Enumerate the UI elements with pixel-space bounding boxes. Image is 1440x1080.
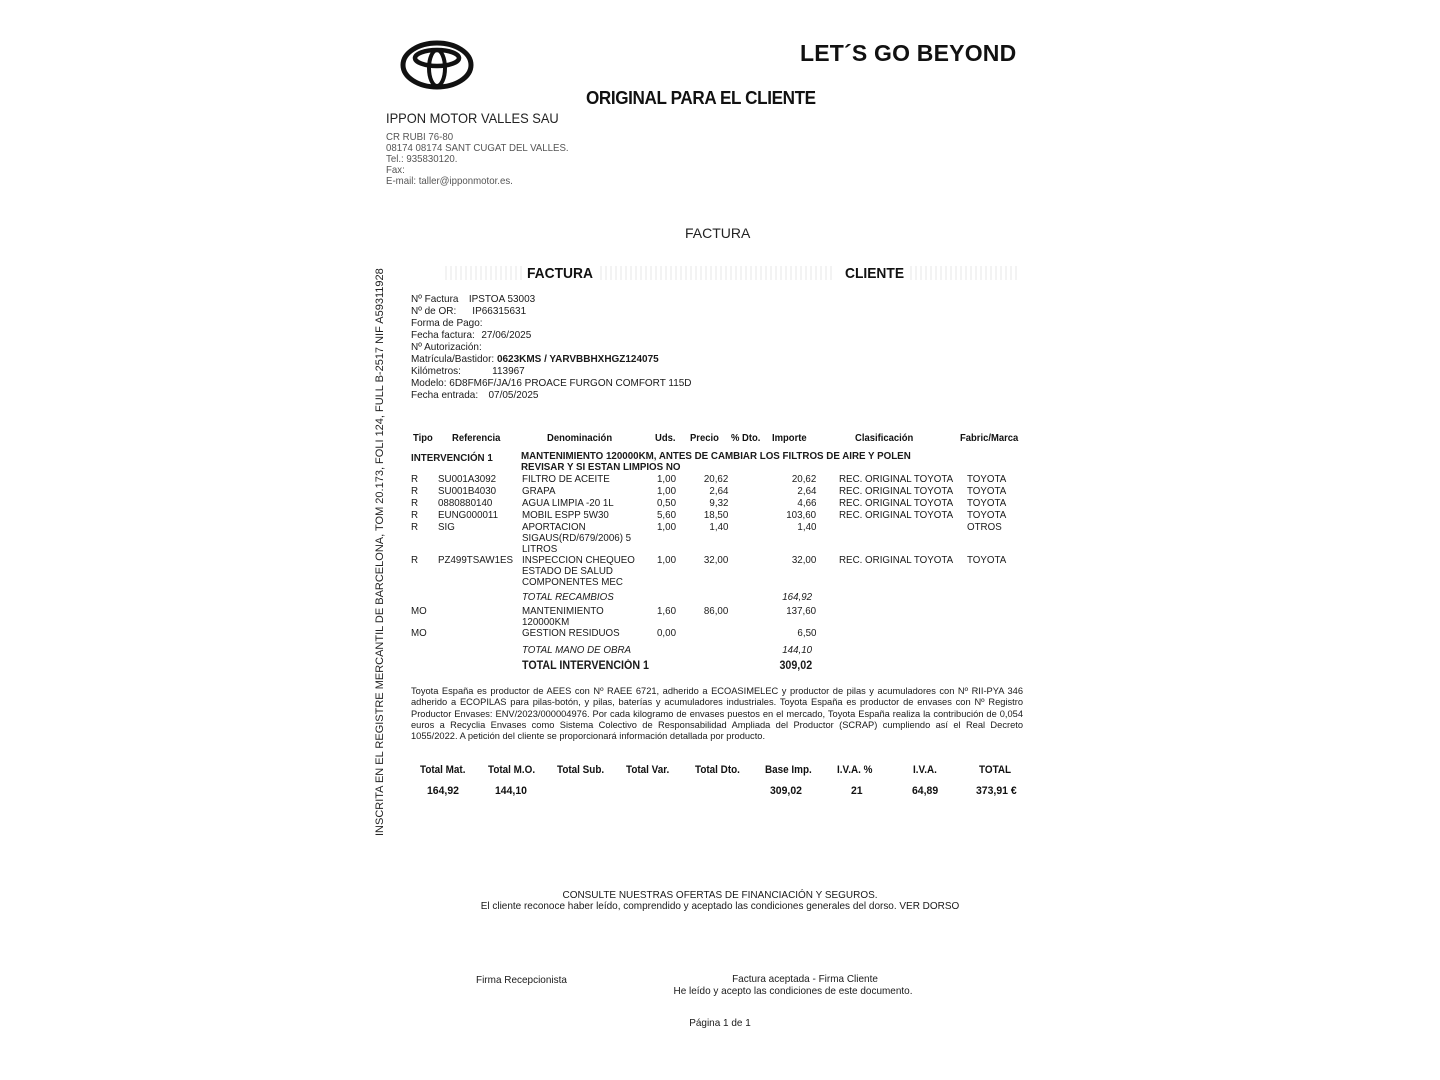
row-marca: OTROS <box>967 521 1002 533</box>
row-importe: 20,62 <box>791 473 816 485</box>
row-referencia: PZ499TSAW1ES <box>438 554 514 566</box>
row-uds: 1,60 <box>657 605 677 617</box>
row-tipo: R <box>411 554 419 566</box>
section-factura: FACTURA <box>527 265 593 282</box>
company-name: IPPON MOTOR VALLES SAU <box>386 110 559 126</box>
total-intervention-label: TOTAL INTERVENCIÓN 1 <box>522 660 649 672</box>
row-denominacion: GESTION RESIDUOS <box>522 627 620 639</box>
row-marca: TOYOTA <box>967 485 1007 497</box>
col-denominacion: Denominación <box>547 432 613 444</box>
row-denominacion: COMPONENTES MEC <box>522 576 623 588</box>
row-denominacion: AGUA LIMPIA -20 1L <box>522 497 614 509</box>
totals-header-iva: I.V.A. <box>913 764 937 776</box>
company-address-1: CR RUBI 76-80 <box>386 131 454 143</box>
row-tipo: MO <box>411 605 427 617</box>
model-label: Modelo: <box>411 377 447 389</box>
financing-offer: CONSULTE NUESTRAS OFERTAS DE FINANCIACIÓN Y SEGUROS. <box>562 889 878 901</box>
km-value: 113967 <box>492 365 525 377</box>
row-denominacion: LITROS <box>522 543 558 555</box>
row-marca: TOYOTA <box>967 473 1007 485</box>
invoice-number-label: Nº Factura <box>411 293 459 305</box>
model-value: 6D8FM6F/JA/16 PROACE FURGON COMFORT 115D <box>449 377 692 389</box>
conditions-notice: El cliente reconoce haber leído, comprendido y aceptado las condiciones generales del dorso. VER DORSO <box>480 900 960 912</box>
row-precio: 20,62 <box>703 473 728 485</box>
row-referencia: SIG <box>438 521 455 533</box>
document-title: FACTURA <box>685 225 751 241</box>
totals-value-base: 309,02 <box>770 785 802 797</box>
row-denominacion: 120000KM <box>522 616 570 628</box>
row-marca: TOYOTA <box>967 497 1007 509</box>
col-tipo: Tipo <box>413 432 433 444</box>
or-number-row <box>411 305 526 317</box>
col-importe: Importe <box>772 432 807 444</box>
slogan: LET´S GO BEYOND <box>800 40 1017 66</box>
row-clasificacion: REC. ORIGINAL TOYOTA <box>839 473 954 485</box>
intervention-label: INTERVENCIÓN 1 <box>411 452 493 464</box>
totals-header-iva-pct: I.V.A. % <box>837 764 873 776</box>
total-labor-label: TOTAL MANO DE OBRA <box>522 644 632 656</box>
row-denominacion: INSPECCION CHEQUEO <box>522 554 635 566</box>
client-acceptance-text: He leído y acepto las condiciones de este documento. <box>673 985 913 997</box>
row-importe: 6,50 <box>796 627 816 639</box>
plate-value: 0623KMS / YARVBBHXHGZ124075 <box>496 353 659 365</box>
scan-noise <box>600 266 835 280</box>
row-marca: TOYOTA <box>967 554 1007 566</box>
plate-label: Matrícula/Bastidor: <box>411 353 495 365</box>
row-importe: 4,66 <box>796 497 816 509</box>
entry-date-row <box>411 389 538 401</box>
row-precio: 9,32 <box>708 497 728 509</box>
intervention-desc-2: REVISAR Y SI ESTAN LIMPIOS NO <box>521 461 681 473</box>
total-parts-label: TOTAL RECAMBIOS <box>522 591 614 603</box>
invoice-date-value: 27/06/2025 <box>481 329 532 341</box>
totals-header-dto: Total Dto. <box>695 764 740 776</box>
receptionist-signature-label: Firma Recepcionista <box>476 974 567 986</box>
client-signature-label: Factura aceptada - Firma Cliente <box>732 973 878 985</box>
row-denominacion: GRAPA <box>522 485 556 497</box>
scan-noise <box>445 266 525 280</box>
col-marca: Fabric/Marca <box>960 432 1019 444</box>
invoice-date-label: Fecha factura: <box>411 329 475 341</box>
km-label: Kilómetros: <box>411 365 461 377</box>
col-clasificacion: Clasificación <box>855 432 914 444</box>
row-importe: 137,60 <box>786 605 816 617</box>
entry-date-label: Fecha entrada: <box>411 389 479 401</box>
row-denominacion: ESTADO DE SALUD <box>522 565 613 577</box>
page-number: Página 1 de 1 <box>689 1017 751 1029</box>
row-precio: 18,50 <box>703 509 728 521</box>
company-email: E-mail: taller@ipponmotor.es. <box>386 175 513 187</box>
invoice-number-row <box>411 293 535 305</box>
payment-method-label: Forma de Pago: <box>411 317 483 329</box>
row-clasificacion: REC. ORIGINAL TOYOTA <box>839 497 954 509</box>
model-row <box>411 377 691 389</box>
company-fax: Fax: <box>386 164 405 176</box>
row-marca: TOYOTA <box>967 509 1007 521</box>
km-row <box>411 365 525 377</box>
row-uds: 0,00 <box>657 627 677 639</box>
entry-date-value: 07/05/2025 <box>488 389 539 401</box>
totals-header-sub: Total Sub. <box>557 764 605 776</box>
or-number-label: Nº de OR: <box>411 305 457 317</box>
col-dto: % Dto. <box>731 432 761 444</box>
total-labor-value: 144,10 <box>782 644 812 656</box>
total-intervention-value: 309,02 <box>779 660 812 672</box>
totals-header-mat: Total Mat. <box>420 764 466 776</box>
row-tipo: R <box>411 509 419 521</box>
row-clasificacion: REC. ORIGINAL TOYOTA <box>839 509 954 521</box>
authorization-label: Nº Autorización: <box>411 341 482 353</box>
row-denominacion: MOBIL ESPP 5W30 <box>522 509 609 521</box>
company-address-2: 08174 08174 SANT CUGAT DEL VALLES. <box>386 142 569 154</box>
legal-notice: Toyota España es productor de AEES con Nº RAEE 6721, adherido a ECOASIMELEC y productor de pilas y acumuladores con Nº RII-PYA 346 adherido a ECOPILAS para pilas-botón, y pilas, baterías y acumuladores industriales. Toyota España es productor de envases con Nº Registro Productor Envases: ENV/2023/000004976. Por cada kilogramo de envases puestos en el mercado, Toyota España realiza la contribución de 0,054 euros a Recyclia Envases como Sistema Colectivo de Responsabilidad Ampliada del Productor (SCRAP) cumpliendo así el Real Decreto 1055/2022. A petición del cliente se proporcionará información detallada por producto. <box>411 686 1023 742</box>
row-importe: 103,60 <box>786 509 816 521</box>
row-clasificacion: REC. ORIGINAL TOYOTA <box>839 554 954 566</box>
col-uds: Uds. <box>655 432 676 444</box>
row-referencia: SU001B4030 <box>438 485 497 497</box>
totals-header-total: TOTAL <box>979 764 1012 776</box>
row-uds: 1,00 <box>657 473 677 485</box>
row-tipo: R <box>411 485 419 497</box>
row-precio: 1,40 <box>708 521 728 533</box>
col-referencia: Referencia <box>452 432 501 444</box>
row-tipo: R <box>411 473 419 485</box>
copy-label: ORIGINAL PARA EL CLIENTE <box>586 88 816 108</box>
col-precio: Precio <box>690 432 719 444</box>
toyota-logo-icon <box>400 40 474 90</box>
total-parts-value: 164,92 <box>782 591 812 603</box>
row-uds: 1,00 <box>657 521 677 533</box>
registry-text: INSCRITA EN EL REGISTRE MERCANTIL DE BARCELONA, TOM 20.173, FOLI 124, FULL B-2517 NIF A59311928 <box>374 268 386 836</box>
row-denominacion: APORTACION <box>522 521 586 533</box>
row-tipo: MO <box>411 627 427 639</box>
section-cliente: CLIENTE <box>845 265 905 282</box>
invoice-date-row <box>411 329 531 341</box>
row-tipo: R <box>411 497 419 509</box>
company-phone: Tel.: 935830120. <box>386 153 458 165</box>
row-importe: 1,40 <box>796 521 816 533</box>
row-denominacion: FILTRO DE ACEITE <box>522 473 610 485</box>
row-precio: 32,00 <box>703 554 728 566</box>
row-uds: 0,50 <box>657 497 677 509</box>
or-number-value: IP66315631 <box>472 305 527 317</box>
row-uds: 1,00 <box>657 485 677 497</box>
totals-value-total: 373,91 € <box>976 785 1017 797</box>
row-denominacion: SIGAUS(RD/679/2006) 5 <box>522 532 632 544</box>
row-importe: 32,00 <box>791 554 816 566</box>
totals-value-mo: 144,10 <box>495 785 527 797</box>
row-uds: 1,00 <box>657 554 677 566</box>
invoice-number-value: IPSTOA 53003 <box>468 293 536 305</box>
row-precio: 2,64 <box>708 485 728 497</box>
totals-value-mat: 164,92 <box>427 785 459 797</box>
plate-row <box>411 353 659 365</box>
scan-noise <box>910 266 1020 280</box>
row-importe: 2,64 <box>796 485 816 497</box>
row-uds: 5,60 <box>657 509 677 521</box>
totals-header-mo: Total M.O. <box>488 764 536 776</box>
row-referencia: SU001A3092 <box>438 473 497 485</box>
totals-header-base: Base Imp. <box>765 764 812 776</box>
row-precio: 86,00 <box>703 605 728 617</box>
totals-value-iva-pct: 21 <box>851 785 863 797</box>
row-referencia: 0880880140 <box>438 497 493 509</box>
row-denominacion: MANTENIMIENTO <box>522 605 604 617</box>
totals-header-var: Total Var. <box>626 764 670 776</box>
totals-value-iva: 64,89 <box>912 785 939 797</box>
row-referencia: EUNG000011 <box>438 509 499 521</box>
row-clasificacion: REC. ORIGINAL TOYOTA <box>839 485 954 497</box>
row-tipo: R <box>411 521 419 533</box>
intervention-desc-1: MANTENIMIENTO 120000KM, ANTES DE CAMBIAR LOS FILTROS DE AIRE Y POLEN <box>521 450 911 462</box>
